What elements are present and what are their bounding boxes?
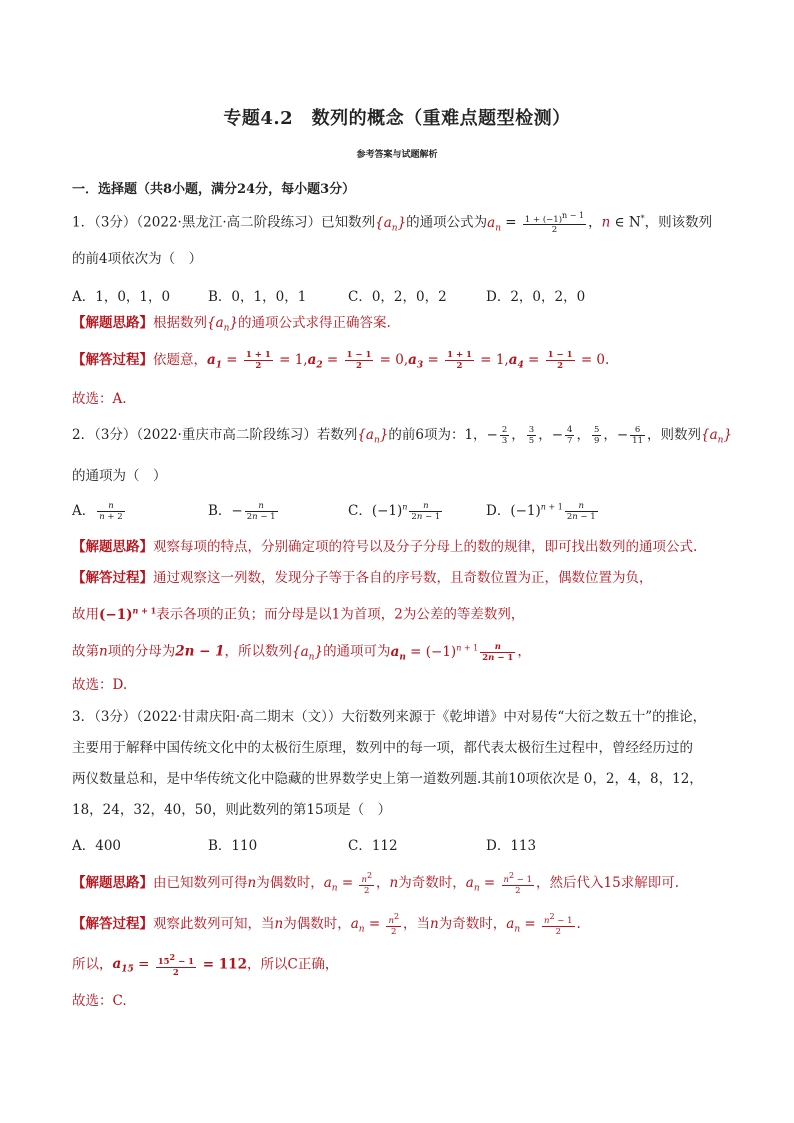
q1-option-a: A．1，0，1，0	[72, 289, 171, 305]
q3-answer: 故选：C.	[72, 993, 127, 1009]
q3-option-a: A．400	[72, 838, 122, 854]
section-heading: 一．选择题（共8小题，满分24分，每小题3分）	[72, 182, 356, 197]
q1-stem-line2: 的前4项依次为（ ）	[72, 251, 203, 267]
q1-idea: 【解题思路】根据数列$\{a_n\}$的通项公式求得正确答案.	[72, 315, 391, 334]
q2-stem: 2．（3分）（2022·重庆市高二阶段练习）若数列$\{a_n\}$的前6项为：1，− $\frac{2}{3}$ ， $\frac{3}{5}$ ，− $\frac{4}{7}$ ， $\frac{5}{9}$ ，− $\frac{6}{11}$ ，则数列$\{a_n\}$	[72, 425, 733, 446]
q3-option-b: B．110	[208, 838, 258, 854]
q2-stem-line2: 的通项为（ ）	[72, 468, 167, 484]
q2-process: 【解答过程】通过观察这一列数，发现分子等于各自的序号数，且奇数位置为正，偶数位置为负，	[72, 570, 653, 586]
q1-option-b: B．0，1，0，1	[208, 289, 307, 305]
q3-process: 【解答过程】观察此数列可知，当n为偶数时，$a_n$ = $\frac{n^2}{2}$ ，当n为奇数时，$a_n$ = $\frac{n^2 - 1}{2}$ .	[72, 912, 581, 937]
q3-option-c: C．112	[348, 838, 398, 854]
q2-option-a: A． $\frac{n}{n + 2}$	[72, 501, 123, 522]
q2-option-d: D．$(-1)^{n + 1}$ $\frac{n}{2n - 1}$	[486, 501, 596, 522]
q3-conclusion: 所以，$a_{15}$ = $\frac{15^2 - 1}{2}$ = 112，所以C正确，	[72, 952, 339, 978]
q1-stem: 1．（3分）（2022·黑龙江·高二阶段练习）已知数列$\{a_n\}$的通项公式为$a_n$ = $\frac{1 + (-1)^{n - 1}}{2}$ ，n ∈ N*，则该数列	[72, 210, 713, 236]
q2-idea: 【解题思路】观察每项的特点，分别确定项的符号以及分子分母上的数的规律，即可找出数列的通项公式.	[72, 539, 698, 555]
q2-process-line4: 故第n项的分母为2n − 1，所以数列$\{a_n\}$的通项可为$a_n = (-1)^{n + 1}$ $\frac{n}{2n - 1}$ ，	[72, 641, 531, 663]
q1-option-d: D．2，0，2，0	[486, 289, 586, 305]
q3-stem-line4: 18，24，32，40，50，则此数列的第15项是（ ）	[72, 802, 392, 818]
q3-idea: 【解题思路】由已知数列可得n为偶数时，$a_n$ = $\frac{n^2}{2}$ ，n为奇数时，$a_n$ = $\frac{n^2 - 1}{2}$ ，然后代入15求解即可.	[72, 871, 680, 896]
q2-process-line3: 故用$(-1)^{n + 1}$表示各项的正负；而分母是以1为首项，2为公差的等差数列，	[72, 605, 525, 623]
page-subtitle: 参考答案与试题解析	[356, 150, 438, 160]
q3-stem-line3: 两仪数量总和，是中华传统文化中隐藏的世界数学史上第一道数列题.其前10项依次是 0，2，4，8，12，	[72, 771, 703, 787]
q3-stem-line1: 3．（3分）（2022·甘肃庆阳·高二期末（文））大衍数列来源于《乾坤谱》中对易传“大衍之数五十”的推论，	[72, 709, 707, 725]
q1-option-c: C．0，2，0，2	[348, 289, 447, 305]
page-title: 专题4.2 数列的概念（重难点题型检测）	[223, 108, 571, 129]
q2-option-b: B．− $\frac{n}{2n - 1}$	[208, 501, 276, 522]
q1-process: 【解答过程】依题意，$a_1$ = $\frac{1 + 1}{2}$ = $1,a_2$ = $\frac{1 - 1}{2}$ = $0,a_3$ = $\frac{1 + 1}{2}$ = $1,a_4$ = $\frac{1 - 1}{2}$ = 0.	[72, 350, 610, 371]
q3-stem-line2: 主要用于解释中国传统文化中的太极衍生原理，数列中的每一项，都代表太极衍生过程中，曾经经历过的	[72, 740, 693, 756]
q1-answer: 故选：A.	[72, 391, 127, 407]
q3-option-d: D．113	[486, 838, 537, 854]
q2-answer: 故选：D.	[72, 677, 128, 693]
q2-option-c: C．$(-1)^n$ $\frac{n}{2n - 1}$	[348, 501, 441, 522]
